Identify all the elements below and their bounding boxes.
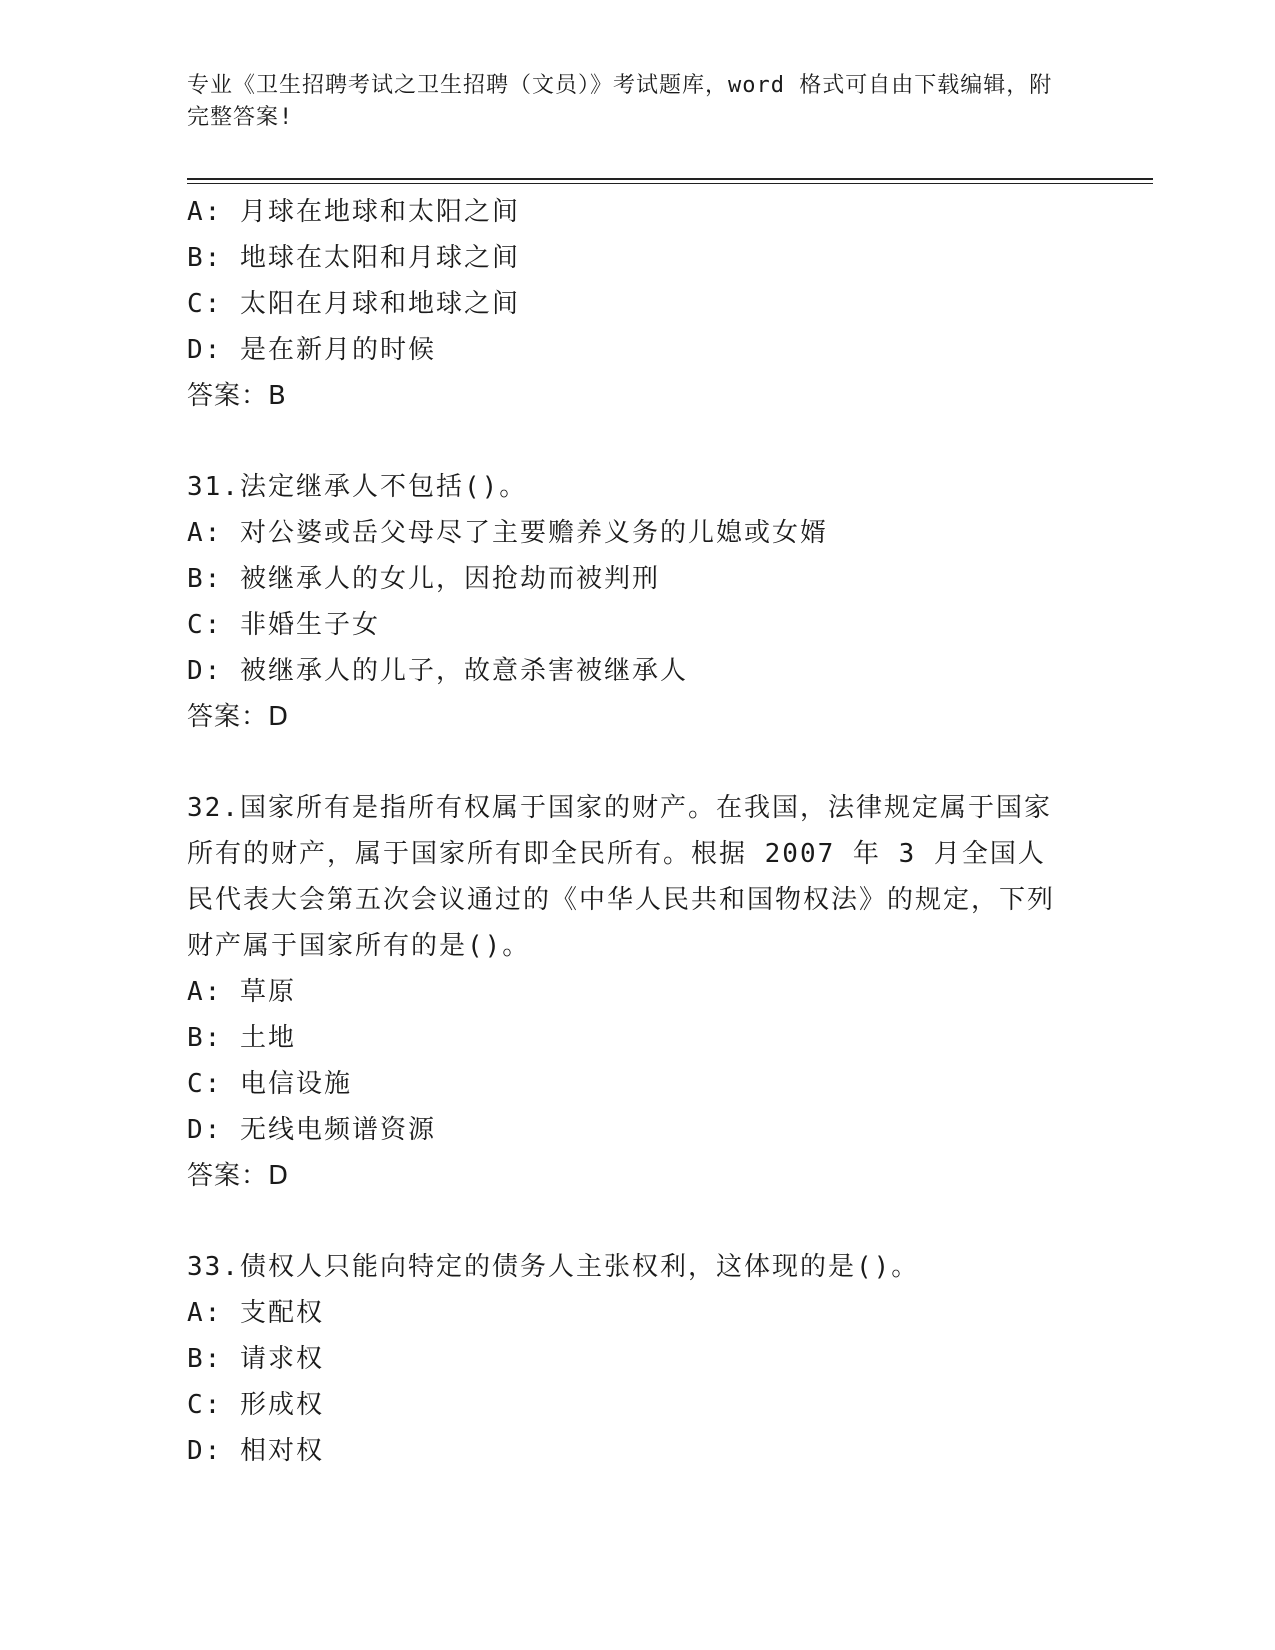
question-32 xyxy=(187,785,1087,1199)
answer: 答案：D xyxy=(187,1161,290,1191)
option-b: B: 土地 xyxy=(187,1023,296,1053)
question-stem: 31.法定继承人不包括()。 xyxy=(187,472,528,502)
option-c: C: 太阳在月球和地球之间 xyxy=(187,289,520,319)
option-a: A: 对公婆或岳父母尽了主要赡养义务的儿媳或女婿 xyxy=(187,518,828,548)
option-d: D: 是在新月的时候 xyxy=(187,335,436,365)
question-content xyxy=(187,189,1087,1474)
option-a: A: 月球在地球和太阳之间 xyxy=(187,197,520,227)
question-stem: 32.国家所有是指所有权属于国家的财产。在我国，法律规定属于国家所有的财产，属于国家所有即全民所有。根据 2007 年 3 月全国人民代表大会第五次会议通过的《中华人民共和国物权法》的规定，下列财产属于国家所有的是()。 xyxy=(187,793,1056,961)
option-b: B: 请求权 xyxy=(187,1344,324,1374)
option-d: D: 无线电频谱资源 xyxy=(187,1115,436,1145)
option-c: C: 形成权 xyxy=(187,1390,324,1420)
option-a: A: 支配权 xyxy=(187,1298,324,1328)
option-b: B: 被继承人的女儿，因抢劫而被判刑 xyxy=(187,564,660,594)
question-30-continued xyxy=(187,189,1087,419)
option-c: C: 电信设施 xyxy=(187,1069,352,1099)
option-d: D: 被继承人的儿子，故意杀害被继承人 xyxy=(187,656,688,686)
header-rule-thin xyxy=(187,183,1153,184)
answer: 答案：B xyxy=(187,381,287,411)
option-c: C: 非婚生子女 xyxy=(187,610,380,640)
option-d: D: 相对权 xyxy=(187,1436,324,1466)
answer: 答案：D xyxy=(187,702,290,732)
question-stem: 33.债权人只能向特定的债务人主张权利，这体现的是()。 xyxy=(187,1252,920,1282)
option-b: B: 地球在太阳和月球之间 xyxy=(187,243,520,273)
page-header: 专业《卫生招聘考试之卫生招聘（文员）》考试题库，word 格式可自由下载编辑，附完整答案! xyxy=(187,73,1053,130)
question-31 xyxy=(187,464,1087,740)
question-33 xyxy=(187,1244,1087,1474)
option-a: A: 草原 xyxy=(187,977,296,1007)
header-rule-thick xyxy=(187,178,1153,180)
